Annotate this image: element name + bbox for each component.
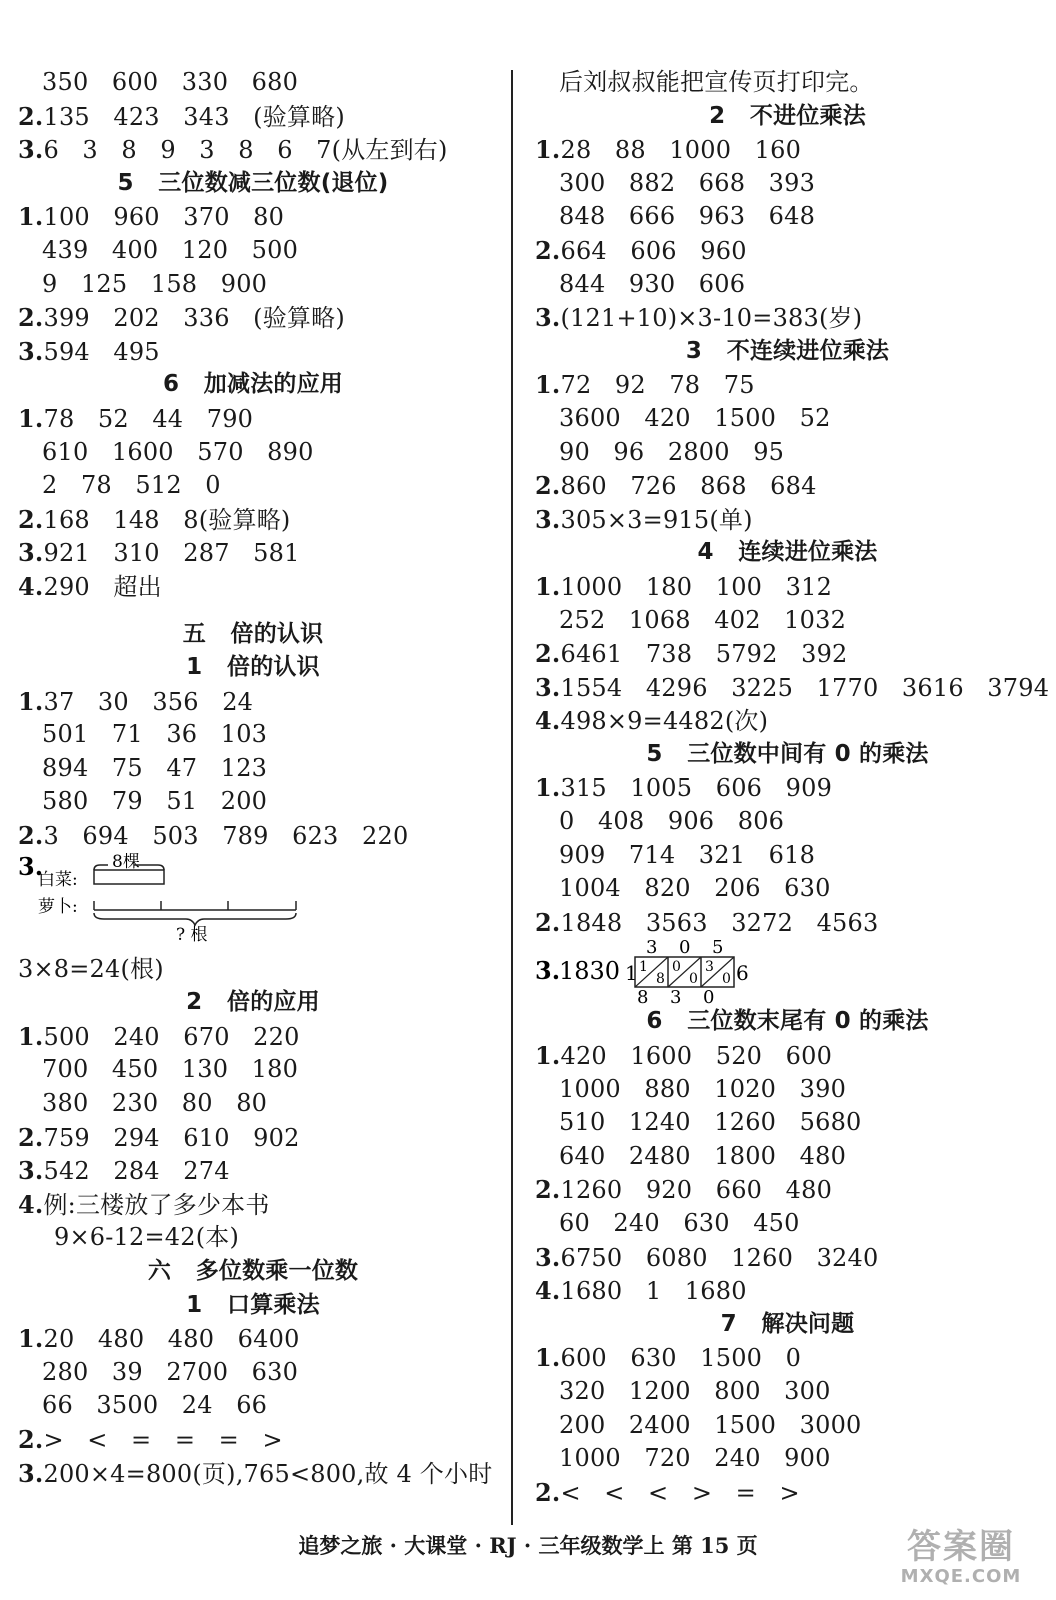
section-heading: [535, 738, 1040, 772]
answer-text: 252 1068 402 1032: [559, 605, 847, 634]
row-label-cabbage: 白菜:: [38, 869, 78, 890]
answer-text: 542 284 274: [43, 1157, 230, 1186]
section-heading: [18, 1289, 488, 1323]
bar-diagram: [18, 853, 488, 953]
bar-label-top: 8棵: [112, 852, 140, 872]
answer-line: [18, 1188, 488, 1222]
answer-text: 315 1005 606 909: [560, 774, 833, 803]
answer-line: [535, 402, 1040, 436]
answer-line: [535, 637, 1040, 671]
answer-text: 1000 880 1020 390: [559, 1074, 847, 1103]
watermark-logo: [886, 1528, 1036, 1592]
page-footer: 追梦之旅 · 大课堂 · RJ · 三年级数学上 第 15 页: [298, 1533, 758, 1558]
answer-line: [18, 436, 488, 470]
cabbage-bar: [94, 870, 164, 884]
row-label-radish: 萝卜:: [38, 896, 78, 917]
answer-text: 1004 820 206 630: [559, 874, 831, 903]
answer-line: [18, 536, 488, 570]
answer-text: 28 88 1000 160: [560, 136, 802, 165]
column-divider: [511, 70, 513, 1525]
answer-line: [18, 100, 488, 134]
answer-text: 501 71 36 103: [42, 720, 268, 749]
lattice-svg: [535, 939, 1040, 1005]
answer-line: [18, 1322, 488, 1356]
answer-line: [18, 133, 488, 167]
answer-text: 72 92 78 75: [560, 371, 755, 400]
answer-line: [535, 503, 1040, 537]
question-number: 2.: [535, 1477, 561, 1507]
answer-line: [535, 1375, 1040, 1409]
answer-text: 6 三位数末尾有 0 的乘法: [646, 1008, 929, 1035]
question-number: 2.: [535, 471, 561, 501]
answer-text: 6 3 8 9 3 8 6 7(从左到右): [43, 136, 448, 165]
section-heading: [535, 1308, 1040, 1342]
question-number: 1.: [18, 1324, 44, 1354]
answer-line: [18, 1121, 488, 1155]
answer-text: 380 230 80 80: [42, 1089, 268, 1118]
answer-text: 350 600 330 680: [42, 68, 299, 96]
answer-text: 60 240 630 450: [559, 1209, 800, 1237]
question-number: 3.: [18, 1156, 44, 1186]
lattice-cell-tens: 3: [705, 959, 714, 976]
answer-line: [535, 436, 1040, 470]
answer-text: 894 75 47 123: [42, 753, 268, 782]
answer-text: 135 423 343 (验算略): [43, 102, 345, 131]
answer-line: [18, 335, 488, 369]
lattice-top-digit: 3: [646, 939, 658, 959]
bar-label-bottom: ? 根: [176, 924, 208, 945]
answer-text: 37 30 356 24: [43, 687, 254, 716]
answer-line: [18, 234, 488, 268]
answer-text: 5 三位数减三位数(退位): [117, 169, 389, 196]
spacer: [18, 604, 488, 618]
answer-text: 580 79 51 200: [42, 787, 268, 816]
answer-line: [18, 1423, 488, 1457]
lattice-cell-ones: 0: [722, 971, 731, 988]
answer-text: 759 294 610 902: [43, 1123, 300, 1152]
answer-text: 1000 720 240 900: [559, 1444, 831, 1473]
question-number: 4.: [18, 1189, 44, 1219]
answer-text: 500 240 670 220: [43, 1022, 300, 1051]
section-heading: [535, 1005, 1040, 1039]
section-heading: [18, 1255, 488, 1289]
answer-line: [535, 604, 1040, 638]
answer-line: [18, 402, 488, 436]
answer-line: [535, 1073, 1040, 1107]
answer-text: 6 加减法的应用: [162, 371, 344, 398]
brace-bottom: [94, 913, 296, 925]
section-heading: [18, 986, 488, 1020]
answer-text: 7 解决问题: [720, 1310, 855, 1337]
answer-text: 5 三位数中间有 0 的乘法: [646, 740, 929, 767]
answer-text: 300 882 668 393: [559, 168, 816, 197]
question-number: 3.: [535, 672, 561, 702]
answer-text: 860 726 868 684: [560, 472, 817, 501]
question-number: 1.: [535, 1343, 561, 1373]
answer-line: [535, 1442, 1040, 1476]
answer-text: 20 480 480 6400: [43, 1325, 300, 1354]
question-number: 2.: [535, 235, 561, 265]
answer-line: [18, 1356, 488, 1390]
answer-line: [535, 839, 1040, 873]
answer-line: [535, 771, 1040, 805]
answer-line: [535, 268, 1040, 302]
answer-text: 510 1240 1260 5680: [559, 1108, 862, 1137]
answer-text: 1830: [559, 957, 621, 986]
answer-text: 9×6-12=42(本): [54, 1223, 240, 1252]
answer-text: 200×4=800(页),765<800,故 4 个小时: [43, 1459, 493, 1488]
answer-text: 4 连续进位乘法: [697, 539, 878, 566]
question-number: 3.: [18, 852, 44, 881]
answer-text: 399 202 336 (验算略): [43, 304, 345, 333]
answer-text: 909 714 321 618: [559, 840, 816, 869]
question-number: 3.: [535, 504, 561, 534]
question-number: 1.: [535, 370, 561, 400]
answer-line: [18, 718, 488, 752]
answer-text: 1554 4296 3225 1770 3616 3794: [560, 673, 1050, 702]
answer-line: [535, 133, 1040, 167]
answer-text: > < = = = >: [43, 1425, 283, 1454]
answer-text: 66 3500 24 66: [42, 1391, 268, 1420]
answer-line: [18, 785, 488, 819]
answer-line: [535, 368, 1040, 402]
question-number: 1.: [18, 686, 44, 716]
answer-text: 3×8=24(根): [18, 954, 164, 983]
answer-text: 例:三楼放了多少本书: [43, 1190, 270, 1219]
answer-line: [535, 1476, 1040, 1510]
section-heading: [18, 618, 488, 652]
answer-line: [535, 1106, 1040, 1140]
question-number: 2.: [535, 639, 561, 669]
answer-line: [18, 1221, 488, 1255]
question-number: 1.: [18, 1021, 44, 1051]
answer-line: [18, 1154, 488, 1188]
answer-line: [18, 469, 488, 503]
right-column: [535, 66, 1050, 1509]
answer-line: [18, 200, 488, 234]
answer-line: [535, 872, 1040, 906]
left-column: [18, 66, 493, 1490]
answer-text: 848 666 963 648: [559, 202, 816, 231]
answer-text: (121+10)×3-10=383(岁): [560, 304, 863, 333]
answer-text: 640 2480 1800 480: [559, 1141, 847, 1170]
lattice-cell-tens: 1: [639, 959, 648, 976]
lattice-bottom-digit: 3: [670, 987, 682, 1006]
answer-line: [18, 752, 488, 786]
bar-diagram-svg: [18, 853, 488, 953]
question-number: 1.: [535, 135, 561, 165]
answer-text: 921 310 287 581: [43, 539, 300, 568]
answer-text: 1848 3563 3272 4563: [560, 908, 879, 937]
answer-text: 439 400 120 500: [42, 235, 299, 264]
question-number: 2.: [535, 1175, 561, 1205]
question-number: 3.: [18, 1458, 44, 1488]
answer-line: [18, 570, 488, 604]
answer-line: [535, 906, 1040, 940]
answer-text: 3 694 503 789 623 220: [43, 822, 409, 851]
answer-line: [535, 570, 1040, 604]
answer-line: [18, 1457, 493, 1491]
question-number: 3.: [535, 303, 561, 333]
section-heading: [18, 167, 488, 201]
answer-text: 100 960 370 80: [43, 203, 285, 232]
lattice-multiplication-line: [535, 939, 1040, 1005]
question-number: 3.: [18, 336, 44, 366]
answer-line: [535, 469, 1040, 503]
answer-line: [535, 1341, 1040, 1375]
question-number: 3.: [535, 956, 561, 986]
question-number: 2.: [535, 907, 561, 937]
answer-text: 290 超出: [43, 572, 162, 601]
answer-text: 2 不进位乘法: [709, 102, 866, 129]
lattice-cell-tens: 0: [672, 959, 681, 976]
answer-line: [18, 1053, 488, 1087]
question-number: 1.: [535, 571, 561, 601]
lattice-cell-ones: 8: [656, 971, 665, 988]
lattice-top-digit: 5: [712, 939, 724, 959]
answer-text: 664 606 960: [560, 236, 747, 265]
answer-text: 3 不连续进位乘法: [685, 337, 890, 364]
answer-text: 1680 1 1680: [560, 1277, 747, 1306]
question-number: 3.: [18, 538, 44, 568]
answer-text: 2 倍的应用: [186, 989, 320, 1016]
question-number: 2.: [18, 1122, 44, 1152]
lattice-left-digit: 1: [625, 961, 638, 986]
answer-line: [18, 1020, 488, 1054]
lattice-bottom-digit: 0: [703, 987, 715, 1006]
question-number: 2.: [18, 821, 44, 851]
answer-text: 1000 180 100 312: [560, 572, 833, 601]
question-number: 3.: [535, 1242, 561, 1272]
answer-text: 844 930 606: [559, 269, 746, 298]
answer-text: 1 倍的认识: [186, 654, 320, 681]
answer-text: 320 1200 800 300: [559, 1376, 831, 1405]
watermark-text: 答案圈: [907, 1527, 1015, 1567]
answer-text: 6461 738 5792 392: [560, 640, 848, 669]
answer-line: [18, 1087, 488, 1121]
section-heading: [535, 335, 1040, 369]
answer-text: 420 1600 520 600: [560, 1042, 833, 1071]
answer-line: [535, 1409, 1040, 1443]
answer-line: [535, 1039, 1040, 1073]
answer-line: [18, 953, 488, 987]
answer-text: 168 148 8(验算略): [43, 505, 291, 534]
lattice-top-digit: 0: [679, 939, 691, 959]
answer-text: 后刘叔叔能把宣传页打印完。: [559, 68, 874, 96]
question-number: 1.: [18, 403, 44, 433]
answer-line: [535, 1207, 1040, 1241]
question-number: 2.: [18, 101, 44, 131]
lattice-cell-ones: 0: [689, 971, 698, 988]
answer-line: [535, 704, 1040, 738]
answer-line: [535, 66, 1040, 100]
answer-text: 0 408 906 806: [559, 807, 785, 836]
answer-text: 2 78 512 0: [42, 471, 221, 500]
answer-line: [535, 167, 1040, 201]
answer-text: 700 450 130 180: [42, 1055, 299, 1084]
answer-text: 600 630 1500 0: [560, 1344, 802, 1373]
question-number: 4.: [535, 1276, 561, 1306]
question-number: 1.: [18, 202, 44, 232]
answer-line: [18, 268, 488, 302]
lattice-bottom-digit: 8: [637, 987, 649, 1006]
answer-text: 9 125 158 900: [42, 269, 268, 298]
question-number: 2.: [18, 504, 44, 534]
question-number: 4.: [18, 571, 44, 601]
answer-line: [18, 301, 488, 335]
question-number: 2.: [18, 303, 44, 333]
answer-line: [535, 301, 1040, 335]
watermark-url: MXQE.COM: [900, 1566, 1022, 1587]
answer-text: 78 52 44 790: [43, 404, 254, 433]
answer-text: < < < > = >: [560, 1478, 800, 1507]
answer-line: [18, 1389, 488, 1423]
answer-line: [18, 503, 488, 537]
question-number: 2.: [18, 1424, 44, 1454]
answer-text: 1 口算乘法: [186, 1291, 320, 1318]
answer-line: [18, 819, 488, 853]
answer-text: 1260 920 660 480: [560, 1176, 833, 1205]
answer-line: [18, 66, 488, 100]
question-number: 1.: [535, 1041, 561, 1071]
section-heading: [18, 651, 488, 685]
answer-line: [535, 200, 1040, 234]
answer-line: [535, 234, 1040, 268]
section-heading: [18, 368, 488, 402]
answer-text: 498×9=4482(次): [560, 707, 769, 736]
answer-text: 305×3=915(单): [560, 505, 753, 534]
answer-line: [535, 1274, 1040, 1308]
answer-text: 3600 420 1500 52: [559, 403, 831, 432]
section-heading: [535, 100, 1040, 134]
answer-line: [535, 671, 1050, 705]
answer-text: 280 39 2700 630: [42, 1357, 299, 1386]
lattice-right-digit: 6: [736, 961, 749, 986]
question-number: 4.: [535, 706, 561, 736]
answer-text: 六 多位数乘一位数: [147, 1258, 359, 1284]
question-number: 3.: [18, 135, 44, 165]
answer-text: 五 倍的认识: [182, 620, 324, 647]
question-number: 1.: [535, 773, 561, 803]
answer-text: 200 2400 1500 3000: [559, 1410, 862, 1439]
answer-text: 610 1600 570 890: [42, 437, 314, 466]
answer-text: 90 96 2800 95: [559, 437, 785, 466]
answer-text: 6750 6080 1260 3240: [560, 1243, 879, 1272]
answer-line: [535, 1241, 1040, 1275]
answer-text: 594 495: [43, 337, 160, 366]
answer-line: [535, 1140, 1040, 1174]
answer-line: [18, 685, 488, 719]
section-heading: [535, 536, 1040, 570]
answer-line: [535, 805, 1040, 839]
answer-line: [535, 1173, 1040, 1207]
